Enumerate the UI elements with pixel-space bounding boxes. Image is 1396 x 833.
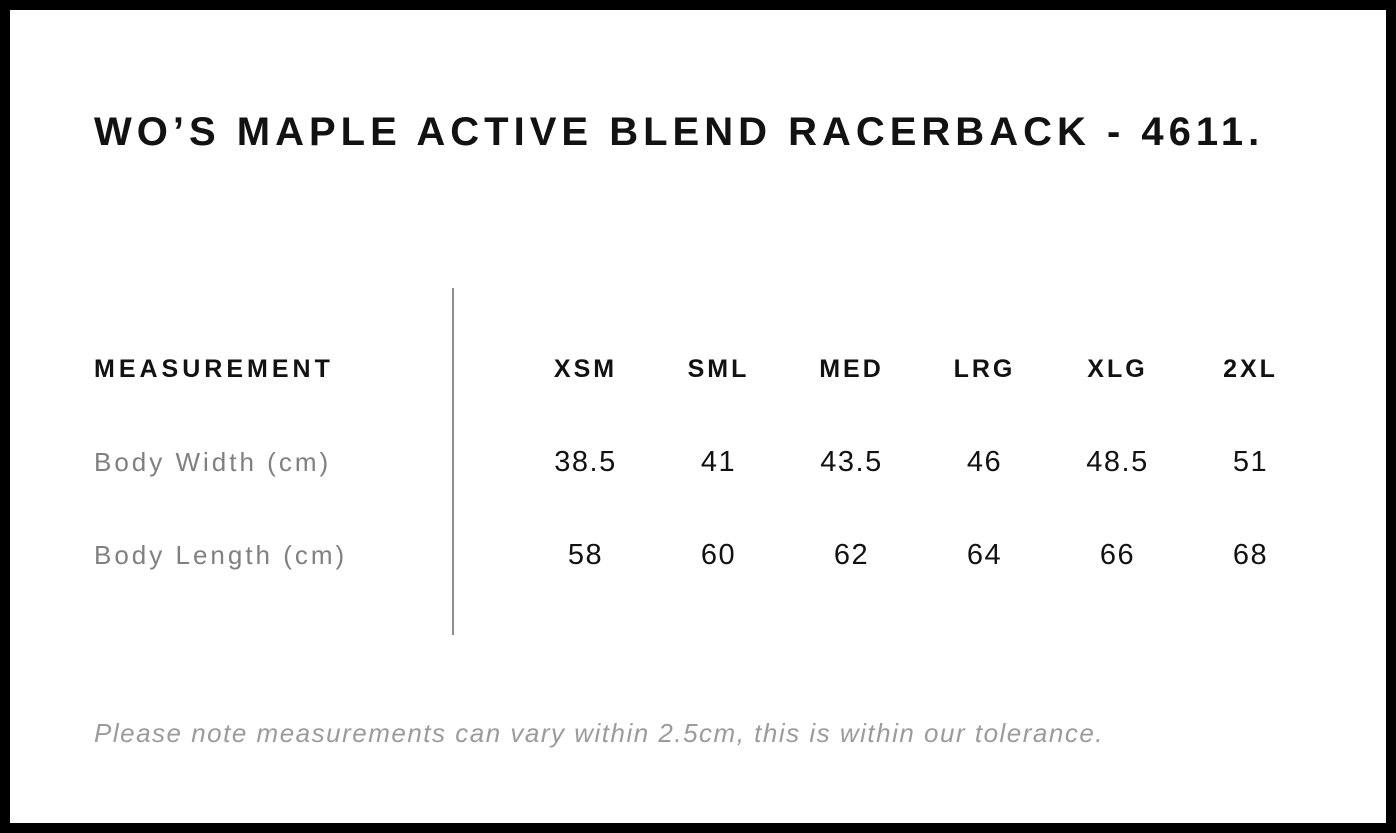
size-table xyxy=(94,288,1324,635)
body-width-lrg: 46 xyxy=(966,446,1003,478)
table-row-body-width xyxy=(94,416,1324,509)
body-width-med: 43.5 xyxy=(820,446,883,478)
body-length-lrg: 64 xyxy=(966,539,1003,571)
body-length-sml: 60 xyxy=(700,539,737,571)
chart-content xyxy=(10,112,1386,748)
size-header-lrg: LRG xyxy=(953,355,1016,383)
body-length-2xl: 68 xyxy=(1232,539,1269,571)
size-header-xlg: XLG xyxy=(1087,355,1148,383)
page-title: WO’S MAPLE ACTIVE BLEND RACERBACK - 4611. xyxy=(94,110,1265,154)
table-header-row xyxy=(94,323,1324,416)
measurement-column-header: MEASUREMENT xyxy=(94,355,334,383)
body-width-2xl: 51 xyxy=(1232,446,1269,478)
body-length-med: 62 xyxy=(833,539,870,571)
row-label-body-length: Body Length (cm) xyxy=(94,540,348,570)
row-label-body-width: Body Width (cm) xyxy=(94,447,332,477)
tolerance-note: Please note measurements can vary within 2.5cm, this is within our tolerance. xyxy=(94,718,1105,748)
size-header-med: MED xyxy=(819,355,884,383)
body-length-xlg: 66 xyxy=(1099,539,1136,571)
size-header-xsm: XSM xyxy=(553,355,618,383)
body-width-xlg: 48.5 xyxy=(1086,446,1149,478)
size-header-sml: SML xyxy=(687,355,750,383)
body-width-sml: 41 xyxy=(700,446,737,478)
table-row-body-length xyxy=(94,509,1324,602)
body-length-xsm: 58 xyxy=(567,539,604,571)
table-vertical-divider xyxy=(452,288,454,635)
body-width-xsm: 38.5 xyxy=(554,446,617,478)
size-header-2xl: 2XL xyxy=(1223,355,1278,383)
